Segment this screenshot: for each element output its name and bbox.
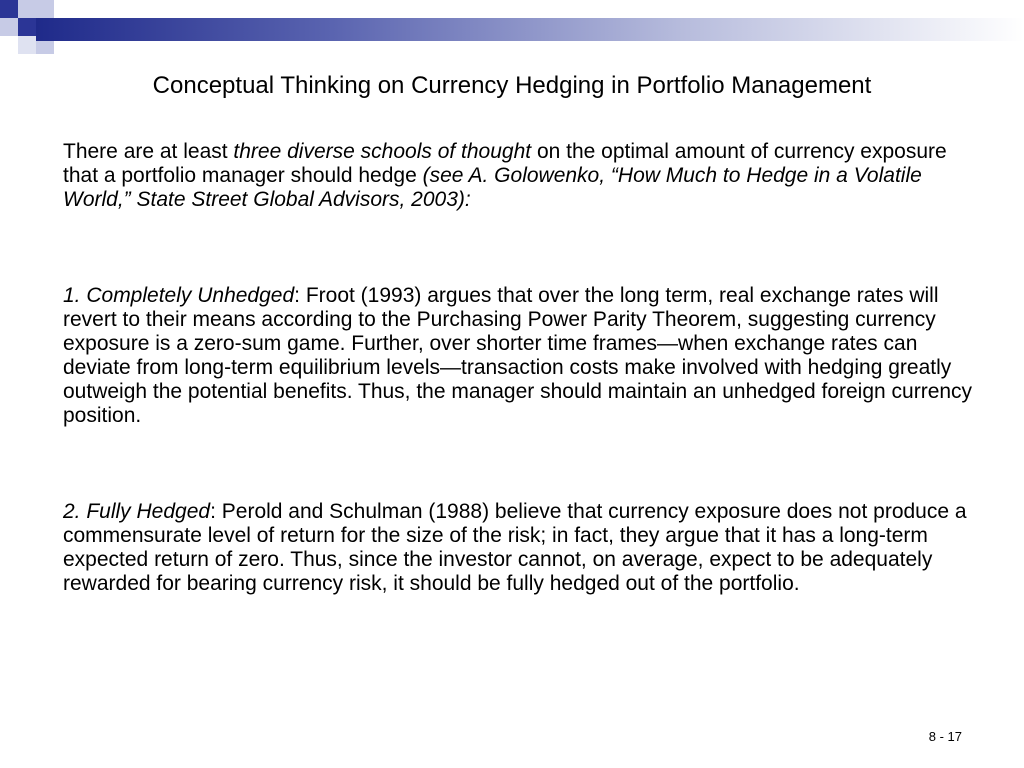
decor-square xyxy=(36,0,54,18)
intro-prefix: There are at least xyxy=(63,140,234,163)
decor-square xyxy=(0,0,18,18)
decor-square xyxy=(0,18,18,36)
intro-middle: on the optimal amount of currency exposure that a portfolio manager should hedge xyxy=(63,140,947,187)
point-two-paragraph xyxy=(63,500,975,596)
intro-emphasis: three diverse schools of thought xyxy=(233,140,532,163)
point-one-label: 1. Completely Unhedged xyxy=(63,284,295,307)
point-one-paragraph xyxy=(63,284,975,428)
slide-title: Conceptual Thinking on Currency Hedging in Portfolio Management xyxy=(152,72,872,99)
point-one-text: : Froot (1993) argues that over the long term, real exchange rates will revert to their means according to the Purchasing Power Parity Theorem, suggesting currency exposure is a zero-sum game. Further, over shorter time frames—when exchange rates can deviate from long-term equilibrium levels—transaction costs make involved with hedging greatly outweigh the potential benefits. Thus, the manager should maintain an unhedged foreign currency position. xyxy=(63,284,973,427)
decor-square xyxy=(18,0,36,18)
header-gradient-band xyxy=(36,18,1024,41)
page-number: 8 - 17 xyxy=(928,729,962,744)
intro-citation: (see A. Golowenko, “How Much to Hedge in a Volatile World,” State Street Global Advisors, 2003): xyxy=(63,164,922,211)
intro-paragraph xyxy=(63,140,975,212)
decor-square xyxy=(18,18,36,36)
slide-body xyxy=(63,140,975,596)
point-two-label: 2. Fully Hedged xyxy=(63,500,211,523)
decor-square xyxy=(18,36,36,54)
point-two-text: : Perold and Schulman (1988) believe that currency exposure does not produce a commensurate level of return for the size of the risk; in fact, they argue that it has a long-term expected return of zero. Thus, since the investor cannot, on average, expect to be adequately rewarded for bearing currency risk, it should be fully hedged out of the portfolio. xyxy=(63,500,967,595)
